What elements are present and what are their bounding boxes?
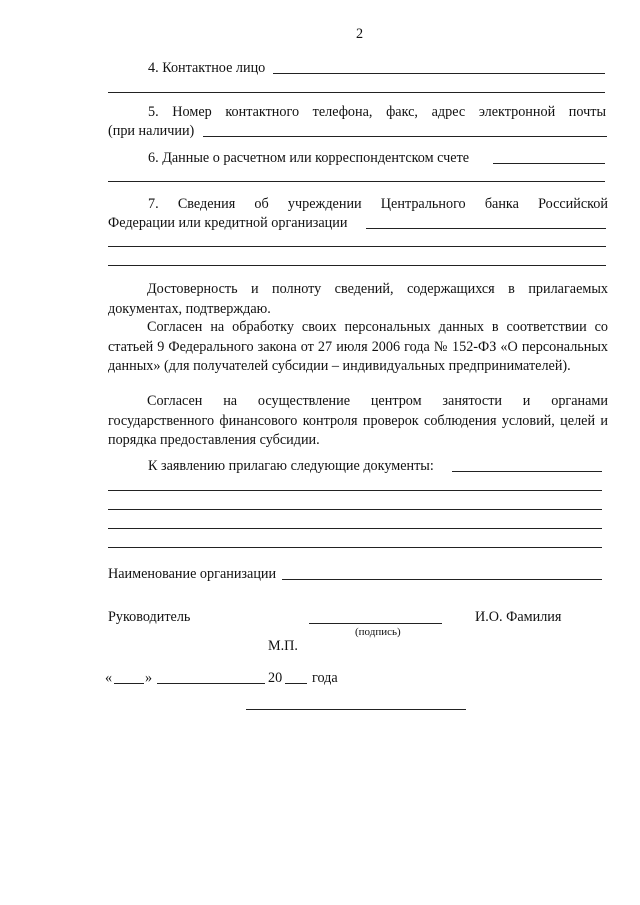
date-open-quote: «: [105, 670, 113, 686]
bank-field-line2[interactable]: [108, 246, 606, 247]
date-year-prefix: 20: [268, 670, 283, 686]
attachments-field-line3[interactable]: [108, 509, 602, 510]
bank-field-line3[interactable]: [108, 265, 606, 266]
org-name-label: Наименование организации: [108, 566, 277, 582]
date-day-field[interactable]: [114, 683, 144, 684]
contact-person-field-line2[interactable]: [108, 92, 605, 93]
consent-personal-paragraph: [108, 318, 608, 377]
seal-label: М.П.: [268, 638, 298, 654]
head-label: Руководитель: [108, 609, 191, 625]
attachments-field-line4[interactable]: [108, 528, 602, 529]
attachments-field-line2[interactable]: [108, 490, 602, 491]
date-year-suffix: года: [312, 670, 338, 686]
attachments-field[interactable]: [452, 471, 602, 472]
contact-person-label: 4. Контактное лицо: [148, 60, 266, 76]
date-year-field[interactable]: [285, 683, 307, 684]
name-placeholder: И.О. Фамилия: [475, 609, 562, 625]
confirm-text: Достоверность и полноту сведений, содержащихся в прилагаемых документах, подтверждаю.: [108, 281, 608, 317]
page-number: 2: [356, 26, 364, 42]
date-close-quote: »: [145, 670, 153, 686]
consent-checks-text: Согласен на осуществление центром занятости и органами государственного финансового контроля проверок соблюдения условий, целей и порядка предоставления субсидии.: [108, 393, 608, 448]
closing-rule: [246, 709, 466, 710]
org-name-field[interactable]: [282, 579, 602, 580]
account-field-line2[interactable]: [108, 181, 605, 182]
consent-checks-paragraph: [108, 392, 608, 451]
bank-label-line2: Федерации или кредитной организации: [108, 215, 348, 231]
contact-person-field[interactable]: [273, 73, 605, 74]
consent-personal-text: Согласен на обработку своих персональных данных в соответствии со статьей 9 Федерального закона от 27 июля 2006 года № 152-ФЗ «О персональных данных» (для получателей субсидии – индивидуальных предпринимателей).: [108, 319, 608, 374]
bank-label-line1: 7. Сведения об учреждении Центрального банка Российской: [148, 196, 608, 212]
signature-caption: (подпись): [355, 626, 401, 638]
phone-field[interactable]: [203, 136, 607, 137]
account-label: 6. Данные о расчетном или корреспондентском счете: [148, 150, 470, 166]
confirm-paragraph: [108, 280, 608, 319]
phone-label-line2: (при наличии): [108, 123, 195, 139]
bank-field[interactable]: [366, 228, 606, 229]
attachments-field-line5[interactable]: [108, 547, 602, 548]
account-field[interactable]: [493, 163, 605, 164]
date-month-field[interactable]: [157, 683, 265, 684]
phone-label-line1: 5. Номер контактного телефона, факс, адрес электронной почты: [148, 104, 606, 120]
attachments-label: К заявлению прилагаю следующие документы:: [148, 458, 434, 474]
